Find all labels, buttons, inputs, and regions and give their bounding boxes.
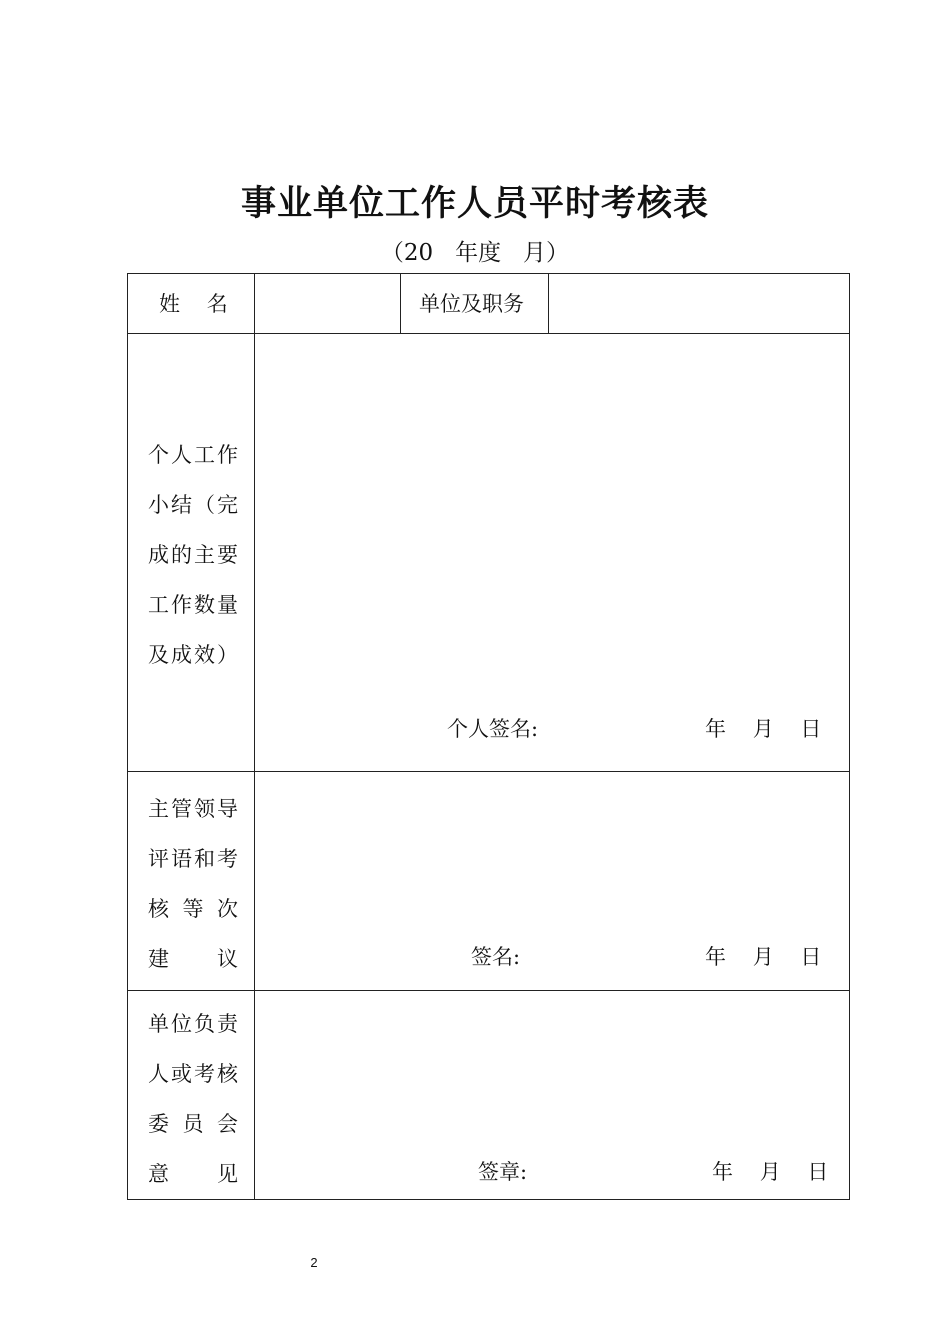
- summary-field[interactable]: [258, 338, 844, 698]
- name-label: 姓 名: [159, 292, 228, 316]
- assessment-table: [127, 273, 850, 1200]
- form-period: （20 年度 月）: [380, 240, 570, 266]
- unit-head-seal-label: 签章:: [478, 1160, 528, 1184]
- unit-head-seal-date: 年 月 日: [712, 1160, 829, 1184]
- row-divider: [128, 333, 849, 334]
- unit-position-field[interactable]: [552, 278, 844, 330]
- page-number: 2: [310, 1255, 318, 1270]
- supervisor-signature-label: 签名:: [471, 945, 521, 969]
- personal-signature-date: 年 月 日: [705, 717, 822, 741]
- supervisor-label: 主管领导 评语和考 核等次 建议: [148, 797, 238, 971]
- unit-head-opinion-field[interactable]: [258, 995, 844, 1135]
- summary-label: 个人工作 小结（完 成的主要 工作数量 及成效）: [148, 443, 238, 667]
- supervisor-comment-field[interactable]: [258, 776, 844, 926]
- unit-head-label: 单位负责 人或考核 委员会 意见: [148, 1012, 238, 1186]
- form-title: 事业单位工作人员平时考核表: [240, 184, 709, 224]
- column-divider: [254, 274, 255, 1199]
- name-field[interactable]: [258, 278, 396, 330]
- unit-position-label: 单位及职务: [419, 292, 524, 316]
- supervisor-signature-date: 年 月 日: [705, 945, 822, 969]
- row-divider: [128, 990, 849, 991]
- column-divider: [400, 274, 401, 333]
- column-divider: [548, 274, 549, 333]
- row-divider: [128, 771, 849, 772]
- personal-signature-label: 个人签名:: [447, 717, 539, 741]
